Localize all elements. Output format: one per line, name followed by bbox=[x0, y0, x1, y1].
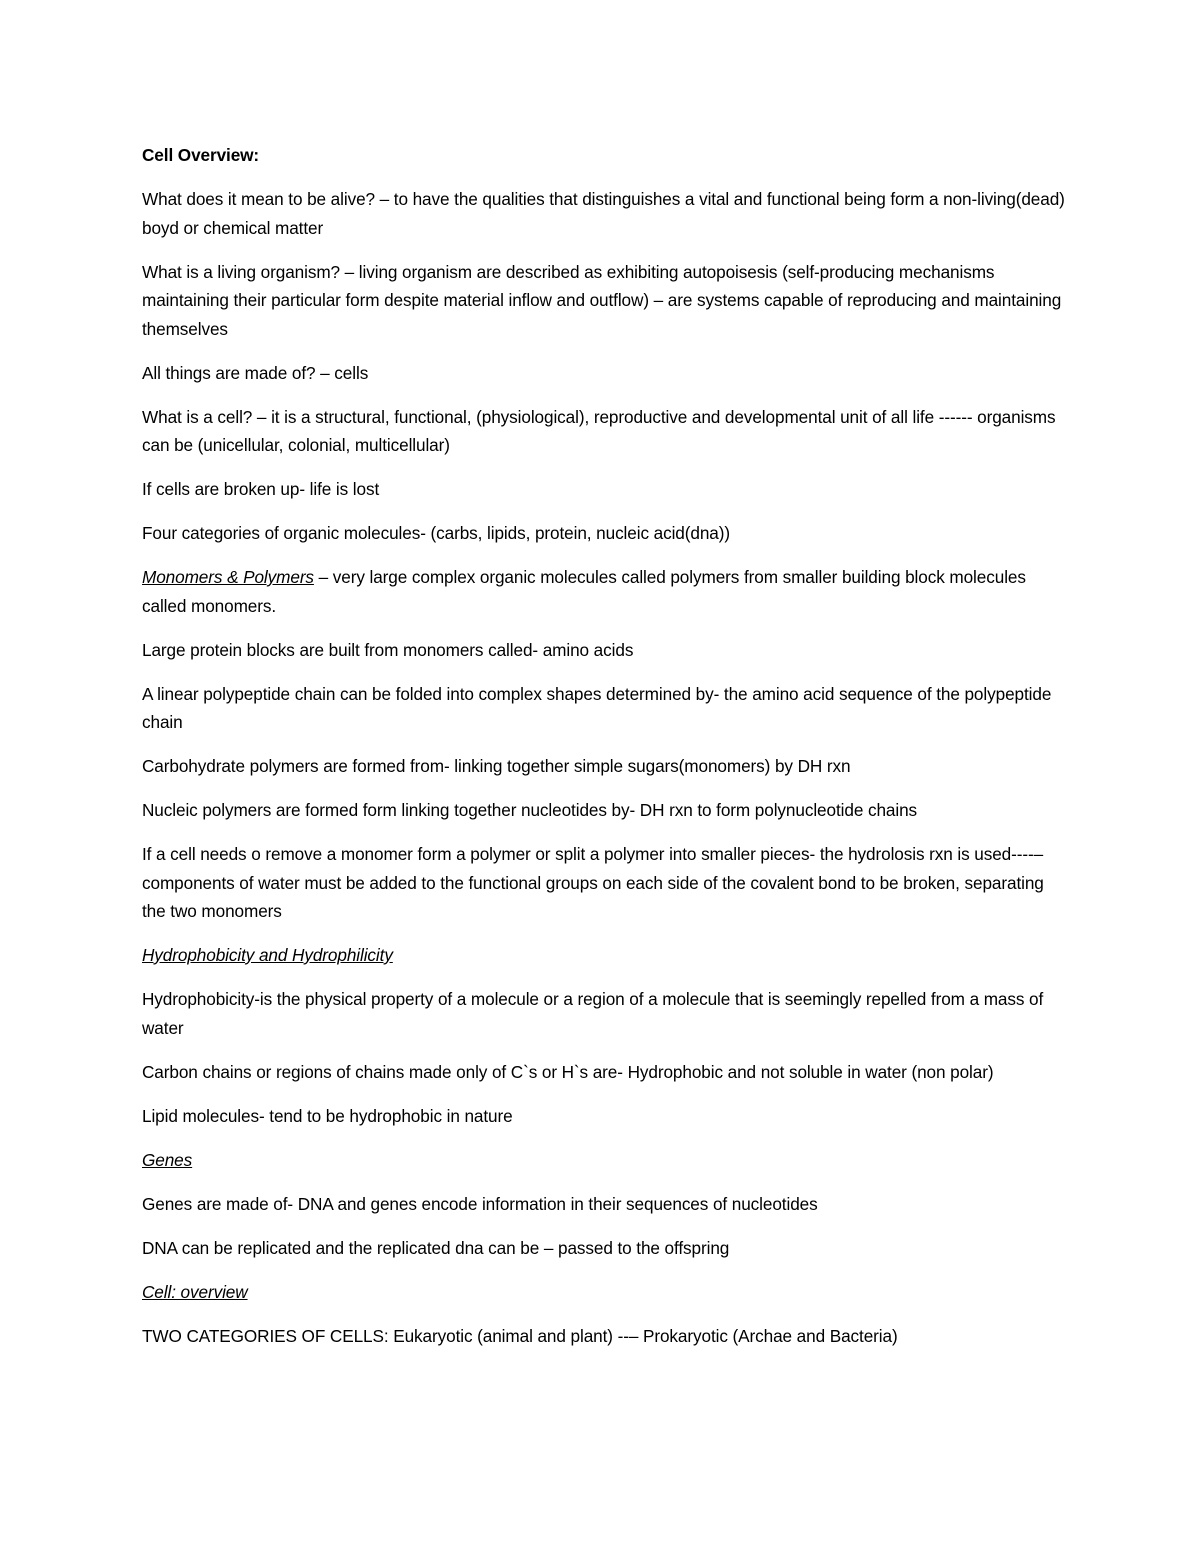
paragraph-polypeptide-chain: A linear polypeptide chain can be folded into complex shapes determined by- the amino acid sequence of the polypeptide chain bbox=[142, 683, 1052, 732]
paragraph-hydrophobicity-def: Hydrophobicity-is the physical property of a molecule or a region of a molecule that is seemingly repelled from a mass of water bbox=[142, 989, 1044, 1038]
paragraph-protein-blocks: Large protein blocks are built from monomers called- amino acids bbox=[142, 639, 634, 660]
paragraph-dna-replicated: DNA can be replicated and the replicated dna can be – passed to the offspring bbox=[142, 1237, 730, 1258]
paragraph-two-categories bbox=[142, 1322, 1072, 1351]
paragraph-monomers-polymers bbox=[142, 563, 1072, 620]
document-body bbox=[142, 141, 1072, 1366]
paragraph-lipid-molecules: Lipid molecules- tend to be hydrophobic in nature bbox=[142, 1105, 513, 1126]
document-title: Cell Overview: bbox=[142, 145, 260, 165]
paragraph-alive: What does it mean to be alive? – to have the qualities that distinguishes a vital and functional being form a non-living(dead) boyd or chemical matter bbox=[142, 189, 1065, 238]
paragraph-living-organism: What is a living organism? – living organism are described as exhibiting autopoisesis (self-producing mechanisms maintaining their particular form despite material inflow and outflow) – are systems capable of reproducing and maintaining themselves bbox=[142, 261, 1062, 339]
heading-genes: Genes bbox=[142, 1149, 193, 1170]
paragraph-what-is-cell: What is a cell? – it is a structural, functional, (physiological), reproductive and developmental unit of all life ------ organisms can be (unicellular, colonial, multicellular) bbox=[142, 406, 1056, 455]
paragraph-organic-molecules: Four categories of organic molecules- (carbs, lipids, protein, nucleic acid(dna)) bbox=[142, 523, 730, 543]
paragraph-hydrolysis: If a cell needs o remove a monomer form a polymer or split a polymer into smaller pieces- the hydrolosis rxn is used----– components of water must be added to the functional groups on each side of the covalent bond to be broken, separating the two monomers bbox=[142, 844, 1044, 921]
heading-hydrophobicity: Hydrophobicity and Hydrophilicity bbox=[142, 945, 393, 965]
heading-cell-overview: Cell: overview bbox=[142, 1281, 248, 1302]
paragraph-carbohydrate-polymers: Carbohydrate polymers are formed from- linking together simple sugars(monomers) by DH rxn bbox=[142, 756, 851, 776]
two-categories-text: Eukaryotic (animal and plant) --– Prokaryotic (Archae and Bacteria) bbox=[388, 1325, 898, 1346]
paragraph-carbon-chains: Carbon chains or regions of chains made only of C`s or H`s are- Hydrophobic and not soluble in water (non polar) bbox=[142, 1061, 994, 1082]
paragraph-genes-made-of: Genes are made of- DNA and genes encode information in their sequences of nucleotides bbox=[142, 1193, 818, 1214]
monomers-polymers-heading: Monomers & Polymers bbox=[142, 567, 314, 587]
two-categories-label: TWO CATEGORIES OF CELLS: bbox=[142, 1325, 389, 1346]
paragraph-cells-broken: If cells are broken up- life is lost bbox=[142, 479, 380, 499]
paragraph-nucleic-polymers: Nucleic polymers are formed form linking together nucleotides by- DH rxn to form polynucleotide chains bbox=[142, 800, 918, 820]
paragraph-things-made-of: All things are made of? – cells bbox=[142, 362, 369, 383]
monomers-polymers-text: – very large complex organic molecules called polymers from smaller building block molecules called monomers. bbox=[142, 567, 1026, 616]
